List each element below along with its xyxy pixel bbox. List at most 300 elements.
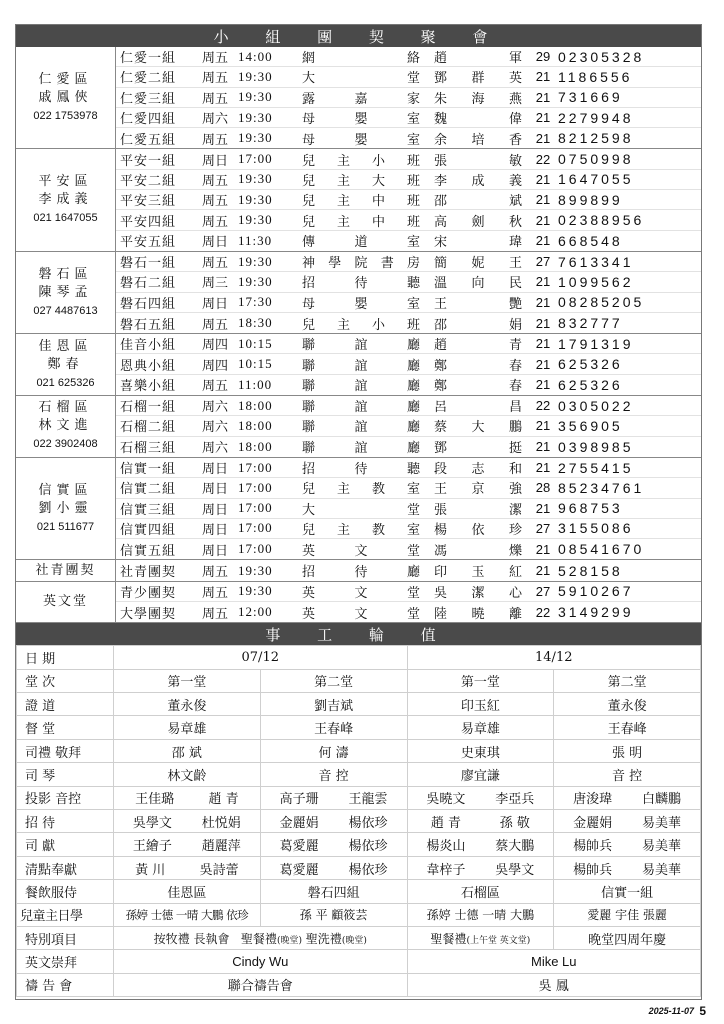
duty-cell: 劉吉斌 <box>260 693 407 716</box>
group-row <box>116 210 701 230</box>
region-groups <box>116 252 701 334</box>
duty-cell: 何 濤 <box>260 739 407 762</box>
group-phone: 2279948 <box>558 109 634 126</box>
group-row <box>116 88 701 108</box>
group-phone: 1186556 <box>558 68 633 85</box>
duty-cell <box>407 856 554 879</box>
duty-cell: 張 明 <box>554 739 701 762</box>
group-area-code: 21 <box>535 294 551 310</box>
group-place-contact <box>296 293 528 312</box>
group-place-contact <box>296 88 528 107</box>
group-name: 平安四組 <box>120 214 177 230</box>
group-day: 周五 <box>201 194 228 210</box>
footer-date: 2025-11-07 <box>648 1006 694 1016</box>
group-area-code: 21 <box>535 336 551 352</box>
group-row <box>116 252 701 272</box>
page-number: 5 <box>699 1004 706 1018</box>
region-leader: 李成義 <box>38 192 93 208</box>
duty-cell: 愛麗 宇佳 張麗 <box>554 903 701 926</box>
region-groups <box>116 396 701 458</box>
group-name: 仁愛二組 <box>120 71 177 87</box>
group-place: 兒主中班 <box>302 214 420 230</box>
duty-person: 蔡大鵬 <box>495 839 535 855</box>
region-cell <box>16 582 116 624</box>
group-day: 周五 <box>201 256 228 272</box>
group-phone: 08541670 <box>558 541 645 558</box>
group-place-contact <box>296 334 528 353</box>
group-contact: 高 劍 秋 <box>434 214 522 230</box>
group-time: 19:30 <box>238 68 273 84</box>
region-groups <box>116 149 701 251</box>
group-area-code: 27 <box>535 254 551 270</box>
group-row <box>116 334 701 354</box>
group-place-contact <box>296 582 528 601</box>
duty-table <box>16 645 701 997</box>
duty-cell <box>260 833 407 856</box>
group-place: 兒主小班 <box>302 153 420 169</box>
group-name: 信實三組 <box>120 502 177 518</box>
group-row <box>116 170 701 190</box>
group-place-contact <box>296 211 528 230</box>
special-note: (晚堂) <box>341 935 367 946</box>
duty-cell: 晚堂四周年慶 <box>554 927 701 950</box>
group-phone: 625326 <box>558 356 623 373</box>
group-phone: 3149299 <box>558 604 634 621</box>
region-leader: 鄭春 <box>47 356 84 372</box>
group-phone: 1099562 <box>558 273 634 290</box>
group-row <box>116 416 701 436</box>
duty-cell: 孫 平 顧筱芸 <box>260 903 407 926</box>
group-place: 兒主中班 <box>302 194 420 210</box>
group-contact: 鄧 挺 <box>434 441 522 457</box>
group-row <box>116 519 701 539</box>
duty-cell <box>407 810 554 833</box>
group-phone: 0750998 <box>558 151 634 168</box>
duty-cell <box>260 786 407 809</box>
group-contact: 邵 娟 <box>434 317 522 333</box>
group-name: 平安三組 <box>120 194 177 210</box>
group-row <box>116 190 701 210</box>
region-cell <box>16 560 116 581</box>
group-phone: 85234761 <box>558 479 645 496</box>
duty-cell <box>114 856 261 879</box>
duty-date: 14/12 <box>407 646 701 669</box>
duty-cell: Mike Lu <box>407 950 701 973</box>
group-name: 仁愛五組 <box>120 132 177 148</box>
duty-cell: 信實一組 <box>554 880 701 903</box>
group-area-code: 21 <box>535 212 551 228</box>
duty-cell <box>407 927 554 950</box>
group-contact: 張 潔 <box>434 502 522 518</box>
group-area-code: 21 <box>535 69 551 85</box>
duty-row-hall <box>17 669 701 692</box>
group-row <box>116 313 701 333</box>
group-day: 周六 <box>201 112 228 128</box>
duty-person: 白麟鵬 <box>642 792 682 808</box>
group-phone: 08285205 <box>558 294 645 311</box>
special-item: 聖餐禮 <box>240 931 277 946</box>
duty-label: 堂 次 <box>17 669 114 692</box>
group-contact: 吳 潔 心 <box>434 585 522 601</box>
group-day: 周五 <box>201 71 228 87</box>
group-area-code: 21 <box>535 171 551 187</box>
group-name: 仁愛四組 <box>120 112 177 128</box>
group-place-contact <box>296 375 528 394</box>
group-place-contact <box>296 47 528 66</box>
duty-row-offering <box>17 833 701 856</box>
duty-label: 清點奉獻 <box>17 856 114 879</box>
duty-cell: 董永俊 <box>554 693 701 716</box>
group-place: 聯誼廳 <box>302 420 420 436</box>
duty-cell: 第二堂 <box>554 669 701 692</box>
duty-cell <box>407 833 554 856</box>
group-place: 聯誼廳 <box>302 358 420 374</box>
group-name: 仁愛三組 <box>120 91 177 107</box>
group-place: 招待廳 <box>302 565 420 581</box>
region-phone: 022 3902408 <box>33 438 98 451</box>
group-phone: 0305022 <box>558 397 634 414</box>
group-place: 聯誼廳 <box>302 379 420 395</box>
group-area-code: 27 <box>535 583 551 599</box>
group-contact: 楊 依 珍 <box>434 522 522 538</box>
duty-cell: 吳 鳳 <box>407 973 701 996</box>
duty-row-supervise <box>17 716 701 739</box>
group-name: 信實一組 <box>120 462 177 478</box>
duty-person: 易美華 <box>642 862 682 878</box>
group-contact: 鄭 春 <box>434 358 522 374</box>
group-row <box>116 539 701 559</box>
duty-row-preach <box>17 693 701 716</box>
duty-row-usher <box>17 810 701 833</box>
group-place-contact <box>296 231 528 250</box>
group-place-contact <box>296 314 528 333</box>
group-place: 露嘉家 <box>302 91 420 107</box>
group-contact: 趙 青 <box>434 338 522 354</box>
group-contact: 余 培 香 <box>434 132 522 148</box>
duty-person: 葛愛麗 <box>279 862 319 878</box>
duty-cell <box>260 856 407 879</box>
duty-date: 07/12 <box>114 646 408 669</box>
duty-cell: 易章雄 <box>407 716 554 739</box>
group-row <box>116 499 701 519</box>
group-name: 石榴一組 <box>120 400 177 416</box>
group-time: 11:30 <box>238 232 273 248</box>
group-time: 10:15 <box>238 335 273 351</box>
group-day: 周日 <box>201 543 228 559</box>
group-day: 周日 <box>201 462 228 478</box>
duty-cell: 第一堂 <box>407 669 554 692</box>
duty-cell: 磐石四組 <box>260 880 407 903</box>
group-row <box>116 582 701 602</box>
bulletin-sheet <box>15 24 702 1000</box>
region-cell <box>16 458 116 560</box>
group-area-code: 21 <box>535 418 551 434</box>
duty-cell: 音 控 <box>554 763 701 786</box>
region-leader: 劉小靈 <box>38 500 93 516</box>
duty-person: 王佳璐 <box>135 792 175 808</box>
group-place-contact <box>296 355 528 374</box>
duty-row-count <box>17 856 701 879</box>
group-row <box>116 108 701 128</box>
group-day: 周四 <box>201 358 228 374</box>
duty-person: 楊帥兵 <box>573 862 613 878</box>
duty-label: 司 琴 <box>17 763 114 786</box>
duty-cell <box>260 810 407 833</box>
group-place: 母嬰室 <box>302 296 420 312</box>
duty-cell: 第二堂 <box>260 669 407 692</box>
group-time: 19:30 <box>238 273 273 289</box>
region-cell <box>16 252 116 334</box>
region-groups <box>116 334 701 396</box>
duty-row-special <box>17 927 701 950</box>
duty-person: 易美華 <box>642 815 682 831</box>
group-contact: 陸 曉 離 <box>434 606 522 622</box>
duty-cell: 林文齡 <box>114 763 261 786</box>
duty-cell <box>554 786 701 809</box>
group-day: 周五 <box>201 565 228 581</box>
group-time: 18:00 <box>238 417 273 433</box>
group-place: 兒主教室 <box>302 522 420 538</box>
group-time: 19:30 <box>238 583 273 599</box>
duty-cell: 易章雄 <box>114 716 261 739</box>
group-place: 英文堂 <box>302 543 420 559</box>
special-item: 聖餐禮 <box>430 931 467 946</box>
region-leader: 陳琴孟 <box>38 284 93 300</box>
group-row <box>116 560 701 580</box>
group-day: 周三 <box>201 276 228 292</box>
group-place-contact <box>296 108 528 127</box>
duty-cell: 邵 斌 <box>114 739 261 762</box>
group-contact: 蔡 大 鵬 <box>434 420 522 436</box>
group-name: 石榴三組 <box>120 441 177 457</box>
group-phone: 899899 <box>558 191 623 208</box>
duty-label: 招 待 <box>17 810 114 833</box>
group-name: 信實二組 <box>120 482 177 498</box>
group-day: 周六 <box>201 400 228 416</box>
group-contact: 印 玉 紅 <box>434 565 522 581</box>
group-time: 17:00 <box>238 479 273 495</box>
group-area-code: 21 <box>535 541 551 557</box>
group-day: 周五 <box>201 51 228 67</box>
duty-cell <box>114 786 261 809</box>
group-phone: 625326 <box>558 376 623 393</box>
group-place: 英文堂 <box>302 606 420 622</box>
group-place-contact <box>296 396 528 415</box>
duty-person: 孫 敬 <box>499 815 530 831</box>
group-time: 18:30 <box>238 315 273 330</box>
duty-row-catering <box>17 880 701 903</box>
duty-cell: 第一堂 <box>114 669 261 692</box>
duty-row-english <box>17 950 701 973</box>
group-day: 周四 <box>201 338 228 354</box>
group-phone: 5910267 <box>558 583 634 600</box>
group-place: 招待聽 <box>302 276 420 292</box>
group-phone: 8212598 <box>558 130 634 147</box>
group-place: 神學院書房 <box>302 256 420 272</box>
group-area-code: 21 <box>535 110 551 126</box>
region-phone: 022 1753978 <box>33 109 98 122</box>
duty-cell <box>114 810 261 833</box>
region-cell <box>16 149 116 251</box>
duty-row-prayer <box>17 973 701 996</box>
duty-person: 趙麗萍 <box>201 839 241 855</box>
group-day: 周日 <box>201 482 228 498</box>
group-contact: 段 志 和 <box>434 462 522 478</box>
duty-label: 禱 告 會 <box>17 973 114 996</box>
group-time: 19:30 <box>238 191 273 207</box>
group-contact: 鄧 群 英 <box>434 71 522 87</box>
group-contact: 簡 妮 王 <box>434 256 522 272</box>
group-row <box>116 293 701 313</box>
group-phone: 2755415 <box>558 459 634 476</box>
group-area-code: 21 <box>535 192 551 208</box>
region-leader: 戚鳳俠 <box>38 89 93 105</box>
duty-person: 易美華 <box>642 839 682 855</box>
group-place-contact <box>296 190 528 209</box>
duty-cell: 音 控 <box>260 763 407 786</box>
group-area-code: 21 <box>535 356 551 372</box>
group-place-contact <box>296 437 528 456</box>
group-time: 12:00 <box>238 604 273 620</box>
group-area-code: 21 <box>535 563 551 579</box>
group-name: 磐石一組 <box>120 256 177 272</box>
group-day: 周五 <box>201 379 228 395</box>
duty-section-title: 事 工 輪 值 <box>16 623 701 645</box>
group-contact: 王 艷 <box>434 296 522 312</box>
group-phone: 02305328 <box>558 48 645 65</box>
group-day: 周日 <box>201 522 228 538</box>
group-name: 磐石四組 <box>120 296 177 312</box>
group-time: 17:00 <box>238 459 273 475</box>
group-area-code: 21 <box>535 377 551 393</box>
group-place: 聯誼廳 <box>302 400 420 416</box>
group-place-contact <box>296 252 528 271</box>
group-day: 周五 <box>201 132 228 148</box>
group-contact: 張 敏 <box>434 153 522 169</box>
group-time: 19:30 <box>238 89 273 105</box>
duty-person: 吳曉文 <box>426 792 466 808</box>
duty-person: 杜悦娟 <box>201 815 241 831</box>
group-place-contact <box>296 499 528 518</box>
duty-cell <box>554 833 701 856</box>
group-time: 17:00 <box>238 520 273 536</box>
group-contact: 溫 向 民 <box>434 276 522 292</box>
duty-cell <box>554 856 701 879</box>
duty-label: 司禮 敬拜 <box>17 739 114 762</box>
region-groups <box>116 458 701 560</box>
group-name: 青少團契 <box>120 585 177 601</box>
duty-cell: 聯合禱告會 <box>114 973 408 996</box>
duty-person: 王繪子 <box>132 839 172 855</box>
group-phone: 528158 <box>558 562 623 579</box>
group-place-contact <box>296 272 528 291</box>
group-day: 周五 <box>201 317 228 333</box>
region-name: 仁愛區 <box>38 71 93 87</box>
group-time: 18:00 <box>238 438 273 454</box>
group-time: 18:00 <box>238 397 273 413</box>
group-name: 佳音小組 <box>120 338 177 354</box>
group-area-code: 22 <box>535 604 551 620</box>
group-day: 周五 <box>201 214 228 230</box>
group-name: 恩典小組 <box>120 358 177 374</box>
group-contact: 魏 偉 <box>434 112 522 128</box>
duty-cell: 孫婷 士德 一晴 大鵬 <box>407 903 554 926</box>
group-contact: 趙 軍 <box>434 51 522 67</box>
group-row <box>116 149 701 169</box>
duty-label: 英文崇拜 <box>17 950 114 973</box>
duty-person: 楊帥兵 <box>573 839 613 855</box>
duty-person: 金麗娟 <box>279 815 319 831</box>
group-place-contact <box>296 603 528 622</box>
group-area-code: 27 <box>535 520 551 536</box>
group-phone: 668548 <box>558 232 623 249</box>
group-place: 兒主教室 <box>302 482 420 498</box>
group-area-code: 22 <box>535 398 551 414</box>
group-contact: 鄭 春 <box>434 379 522 395</box>
group-place-contact <box>296 540 528 559</box>
region-phone: 027 4487613 <box>33 304 98 317</box>
duty-cell <box>554 810 701 833</box>
group-day: 周日 <box>201 296 228 312</box>
duty-row-sunday-school <box>17 903 701 926</box>
duty-person: 高子珊 <box>279 792 319 808</box>
group-day: 周五 <box>201 585 228 601</box>
group-phone: 3155086 <box>558 520 634 537</box>
group-name: 社青團契 <box>120 565 177 581</box>
duty-person: 趙 青 <box>208 792 239 808</box>
duty-person: 吳學文 <box>495 862 535 878</box>
group-day: 周五 <box>201 173 228 189</box>
group-time: 19:30 <box>238 171 273 187</box>
duty-label: 餐飲服侍 <box>17 880 114 903</box>
group-place: 母嬰室 <box>302 132 420 148</box>
duty-cell: 董永俊 <box>114 693 261 716</box>
group-place: 傳道室 <box>302 235 420 251</box>
group-place: 母嬰室 <box>302 112 420 128</box>
duty-cell: 石榴區 <box>407 880 554 903</box>
duty-label: 兒童主日學 <box>17 903 114 926</box>
group-area-code: 28 <box>535 480 551 496</box>
group-place-contact <box>296 150 528 169</box>
group-row <box>116 458 701 478</box>
group-row <box>116 47 701 67</box>
duty-person: 王龍雲 <box>348 792 388 808</box>
group-place: 招待聽 <box>302 462 420 478</box>
duty-row-piano <box>17 763 701 786</box>
group-phone: 832777 <box>558 315 623 331</box>
region-groups <box>116 560 701 581</box>
group-row <box>116 478 701 498</box>
group-phone: 968753 <box>558 500 623 517</box>
region-cell <box>16 396 116 458</box>
group-contact: 邵 斌 <box>434 194 522 210</box>
group-place: 兒主大班 <box>302 173 420 189</box>
group-place: 大堂 <box>302 502 420 518</box>
duty-cell <box>407 786 554 809</box>
group-place: 聯誼廳 <box>302 441 420 457</box>
group-contact: 李 成 義 <box>434 173 522 189</box>
group-row <box>116 354 701 374</box>
special-item: 聖洗禮 <box>305 931 342 946</box>
duty-person: 楊依珍 <box>348 839 388 855</box>
group-row <box>116 272 701 292</box>
region-phone: 021 1647055 <box>33 212 98 225</box>
duty-person: 唐浚瑋 <box>573 792 613 808</box>
group-place: 兒主小班 <box>302 317 420 333</box>
groups-section-title: 小 組 團 契 聚 會 <box>16 25 701 47</box>
group-area-code: 21 <box>535 130 551 146</box>
group-name: 平安五組 <box>120 235 177 251</box>
